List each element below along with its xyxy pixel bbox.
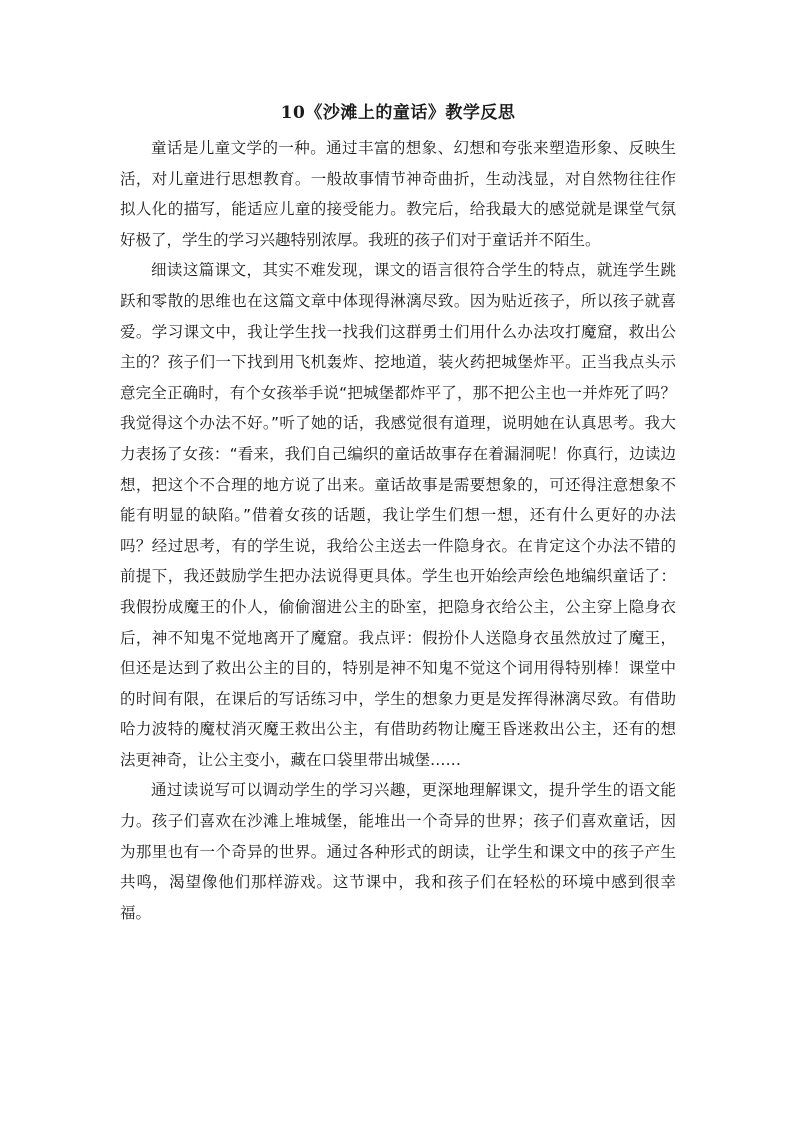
document-title: 10《沙滩上的童话》教学反思 <box>280 103 516 123</box>
document-page <box>120 100 676 928</box>
paragraph-2: 细读这篇课文，其实不难发现，课文的语言很符合学生的特点，就连学生跳跃和零散的思维也在这篇文章中体现得淋漓尽致。因为贴近孩子，所以孩子就喜爱。学习课文中，我让学生找一找我们这群勇士们用什么办法攻打魔窟，救出公主的？孩子们一下找到用飞机轰炸、挖地道，装火药把城堡炸平。正当我点头示意完全正确时，有个女孩举手说“把城堡都炸平了，那不把公主也一并炸死了吗？我觉得这个办法不好。”听了她的话，我感觉很有道理，说明她在认真思考。我大力表扬了女孩：“看来，我们自己编织的童话故事存在着漏洞呢！你真行，边读边想，把这个不合理的地方说了出来。童话故事是需要想象的，可还得注意想象不能有明显的缺陷。”借着女孩的话题，我让学生们想一想，还有什么更好的办法吗？经过思考，有的学生说，我给公主送去一件隐身衣。在肯定这个办法不错的前提下，我还鼓励学生把办法说得更具体。学生也开始绘声绘色地编织童话了：我假扮成魔王的仆人，偷偷溜进公主的卧室，把隐身衣给公主，公主穿上隐身衣后，神不知鬼不觉地离开了魔窟。我点评：假扮仆人送隐身衣虽然放过了魔王，但还是达到了救出公主的目的，特别是神不知鬼不觉这个词用得特别棒！课堂中的时间有限，在课后的写话练习中，学生的想象力更是发挥得淋漓尽致。有借助哈力波特的魔杖消灭魔王救出公主，有借助药物让魔王昏迷救出公主，还有的想法更神奇，让公主变小，藏在口袋里带出城堡…… <box>120 261 676 769</box>
paragraph-1: 童话是儿童文学的一种。通过丰富的想象、幻想和夸张来塑造形象、反映生活，对儿童进行思想教育。一般故事情节神奇曲折，生动浅显，对自然物往往作拟人化的描写，能适应儿童的接受能力。教完后，给我最大的感觉就是课堂气氛好极了，学生的学习兴趣特别浓厚。我班的孩子们对于童话并不陌生。 <box>120 139 676 249</box>
paragraph-3: 通过读说写可以调动学生的学习兴趣，更深地理解课文，提升学生的语文能力。孩子们喜欢在沙滩上堆城堡，能堆出一个奇异的世界；孩子们喜欢童话，因为那里也有一个奇异的世界。通过各种形式的朗读，让学生和课文中的孩子产生共鸣，渴望像他们那样游戏。这节课中，我和孩子们在轻松的环境中感到很幸福。 <box>120 781 676 922</box>
